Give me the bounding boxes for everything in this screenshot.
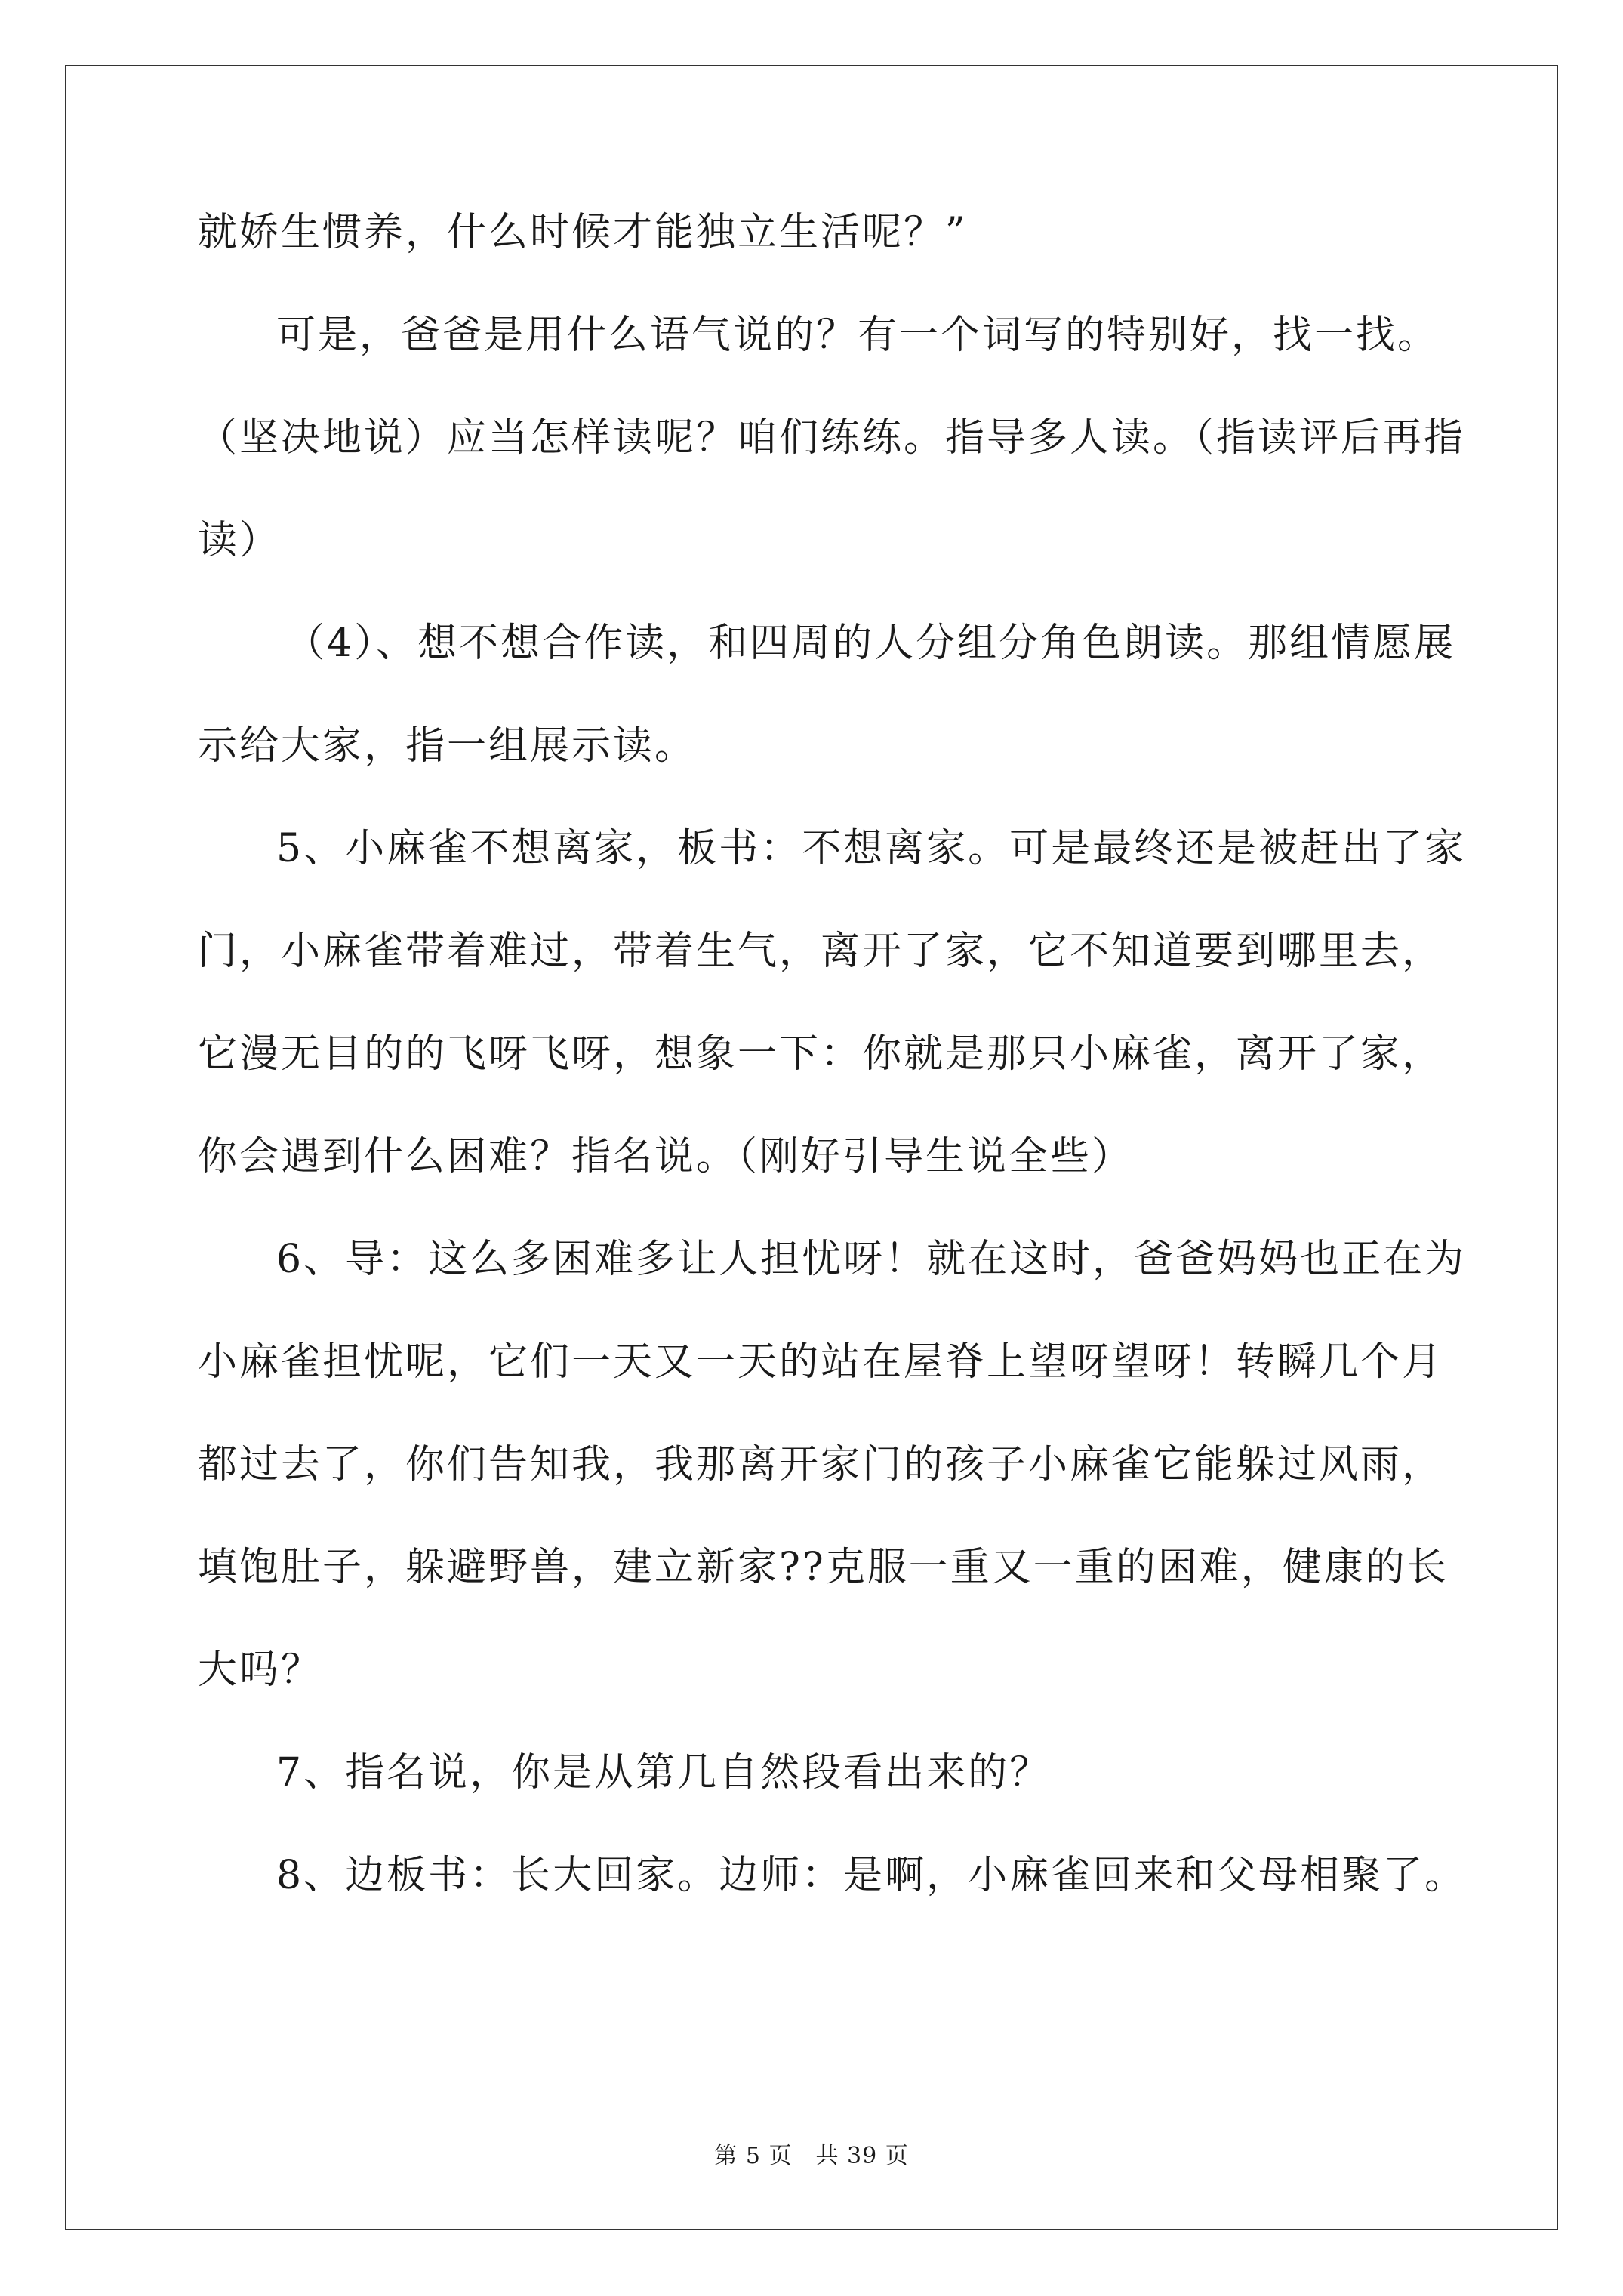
document-body <box>198 181 1467 1927</box>
text-line: 6、导：这么多困难多让人担忧呀！就在这时，爸爸妈妈也正在为 <box>276 1237 1467 1282</box>
text-line: 大吗？ <box>198 1647 323 1693</box>
text-line: 都过去了，你们告知我，我那离开家门的孩子小麻雀它能躲过风雨， <box>198 1442 1444 1487</box>
text-line: 7、指名说，你是从第几自然段看出来的？ <box>276 1750 1052 1795</box>
text-line: 可是，爸爸是用什么语气说的？有一个词写的特别好，找一找。 <box>276 313 1440 358</box>
text-line: 读） <box>198 518 282 563</box>
text-line: 5、小麻雀不想离家，板书：不想离家。可是最终还是被赶出了家 <box>276 826 1467 871</box>
text-line: 填饱肚子，躲避野兽，建立新家??克服一重又一重的困难，健康的长 <box>198 1545 1449 1590</box>
text-line: （4）、想不想合作读，和四周的人分组分角色朗读。那组情愿展 <box>285 621 1456 666</box>
text-line: 示给大家，指一组展示读。 <box>198 723 697 769</box>
text-line: 就娇生惯养，什么时候才能独立生活呢？” <box>198 210 968 255</box>
text-line: （坚决地说）应当怎样读呢？咱们练练。指导多人读。（指读评后再指 <box>198 415 1466 461</box>
text-line: 门，小麻雀带着难过，带着生气，离开了家，它不知道要到哪里去， <box>198 929 1444 974</box>
page-number-footer: 第 5 页 共 39 页 <box>714 2143 909 2169</box>
text-line: 它漫无目的的飞呀飞呀，想象一下：你就是那只小麻雀，离开了家， <box>198 1031 1444 1077</box>
text-line: 小麻雀担忧呢，它们一天又一天的站在屋脊上望呀望呀！转瞬几个月 <box>198 1339 1444 1385</box>
text-line: 8、边板书：长大回家。边师：是啊，小麻雀回来和父母相聚了。 <box>276 1853 1467 1898</box>
text-line: 你会遇到什么困难？指名说。（刚好引导生说全些） <box>198 1134 1134 1179</box>
